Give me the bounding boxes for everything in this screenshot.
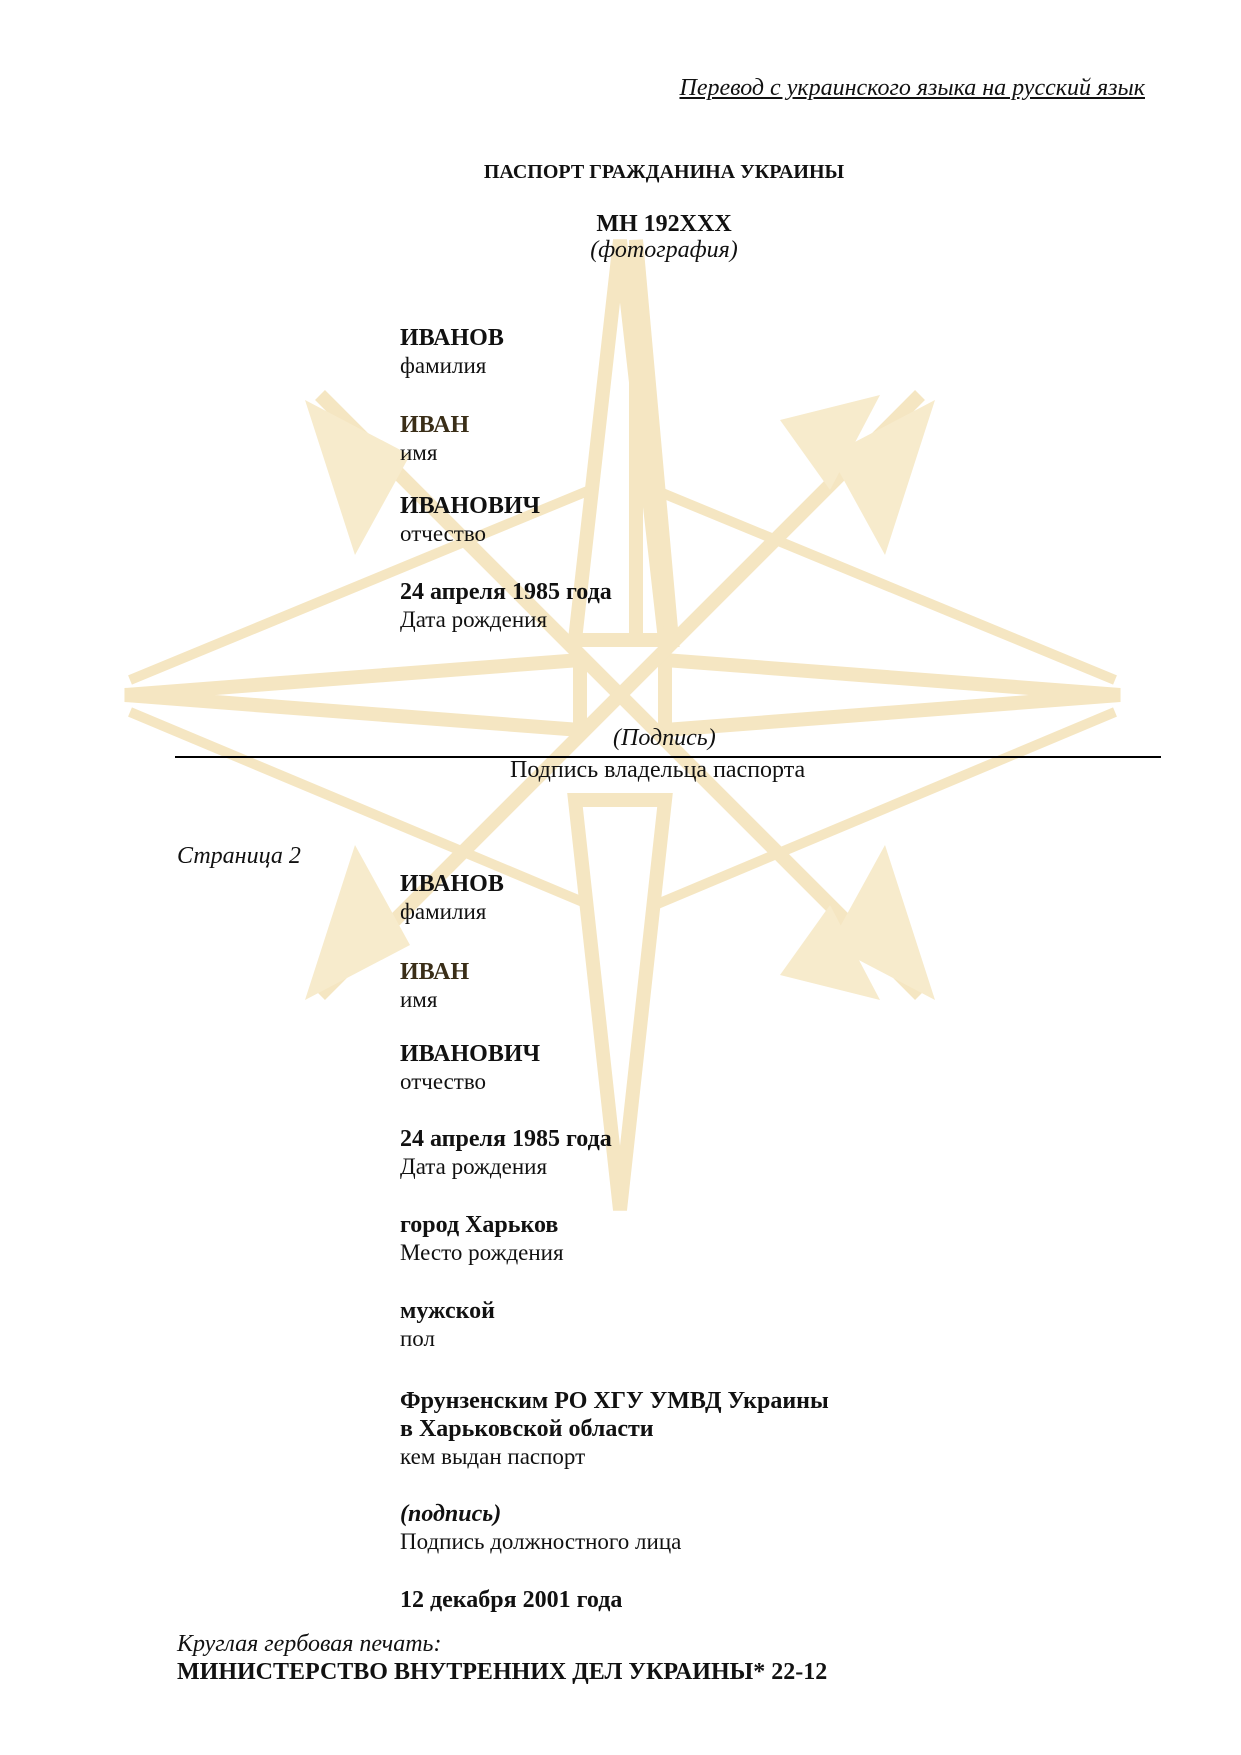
page-2-label: Страница 2	[177, 843, 301, 869]
page2-sex-label: пол	[400, 1326, 435, 1351]
page2-issue-date-value: 12 декабря 2001 года	[400, 1587, 623, 1613]
passport-series-number: МН 192XXX	[596, 211, 732, 237]
page2-given-name-label: имя	[400, 987, 438, 1012]
page2-issued-by-field	[400, 1387, 829, 1471]
page1-surname-label: фамилия	[400, 353, 487, 378]
page2-official-signature-value: (подпись)	[400, 1501, 502, 1527]
seal-text: МИНИСТЕРСТВО ВНУТРЕННИХ ДЕЛ УКРАИНЫ* 22-12	[177, 1659, 828, 1685]
holder-signature-note: (Подпись)	[613, 725, 716, 751]
page1-surname-field	[400, 324, 504, 380]
translation-note: Перевод с украинского языка на русский язык	[679, 75, 1145, 101]
page2-birth-date-field	[400, 1125, 612, 1181]
page2-issue-date-field	[400, 1586, 622, 1614]
page1-patronymic-value: ИВАНОВИЧ	[400, 493, 541, 519]
photo-placeholder-note: (фотография)	[590, 237, 738, 263]
page1-given-name-label: имя	[400, 440, 438, 465]
page1-birth-date-value: 24 апреля 1985 года	[400, 579, 612, 605]
page1-given-name-value: ИВАН	[400, 412, 470, 438]
page2-birth-date-label: Дата рождения	[400, 1154, 548, 1179]
page2-surname-label: фамилия	[400, 899, 487, 924]
page1-patronymic-label: отчество	[400, 521, 487, 546]
page2-issued-by-line2: в Харьковской области	[400, 1416, 654, 1442]
page2-sex-value: мужской	[400, 1298, 495, 1324]
page2-official-signature-field	[400, 1500, 681, 1556]
holder-signature-label: Подпись владельца паспорта	[510, 757, 806, 783]
page2-patronymic-value: ИВАНОВИЧ	[400, 1041, 541, 1067]
page2-patronymic-label: отчество	[400, 1069, 487, 1094]
page2-issued-by-label: кем выдан паспорт	[400, 1444, 586, 1469]
page2-issued-by-line1: Фрунзенским РО ХГУ УМВД Украины	[400, 1388, 829, 1414]
seal-note: Круглая гербовая печать:	[177, 1631, 442, 1657]
document-title: ПАСПОРТ ГРАЖДАНИНА УКРАИНЫ	[483, 161, 845, 183]
page2-birth-place-field	[400, 1211, 564, 1267]
page1-birth-date-label: Дата рождения	[400, 607, 548, 632]
page1-surname-value: ИВАНОВ	[400, 325, 504, 351]
page2-patronymic-field	[400, 1040, 540, 1096]
page1-patronymic-field	[400, 492, 540, 548]
page2-given-name-field	[400, 958, 469, 1014]
page2-surname-field	[400, 870, 504, 926]
page1-birth-date-field	[400, 578, 612, 634]
page2-official-signature-label: Подпись должностного лица	[400, 1529, 682, 1554]
page2-given-name-value: ИВАН	[400, 959, 470, 985]
page1-given-name-field	[400, 411, 469, 467]
page2-birth-date-value: 24 апреля 1985 года	[400, 1126, 612, 1152]
page2-birth-place-label: Место рождения	[400, 1240, 564, 1265]
page2-sex-field	[400, 1297, 495, 1353]
page2-surname-value: ИВАНОВ	[400, 871, 504, 897]
page2-birth-place-value: город Харьков	[400, 1212, 559, 1238]
